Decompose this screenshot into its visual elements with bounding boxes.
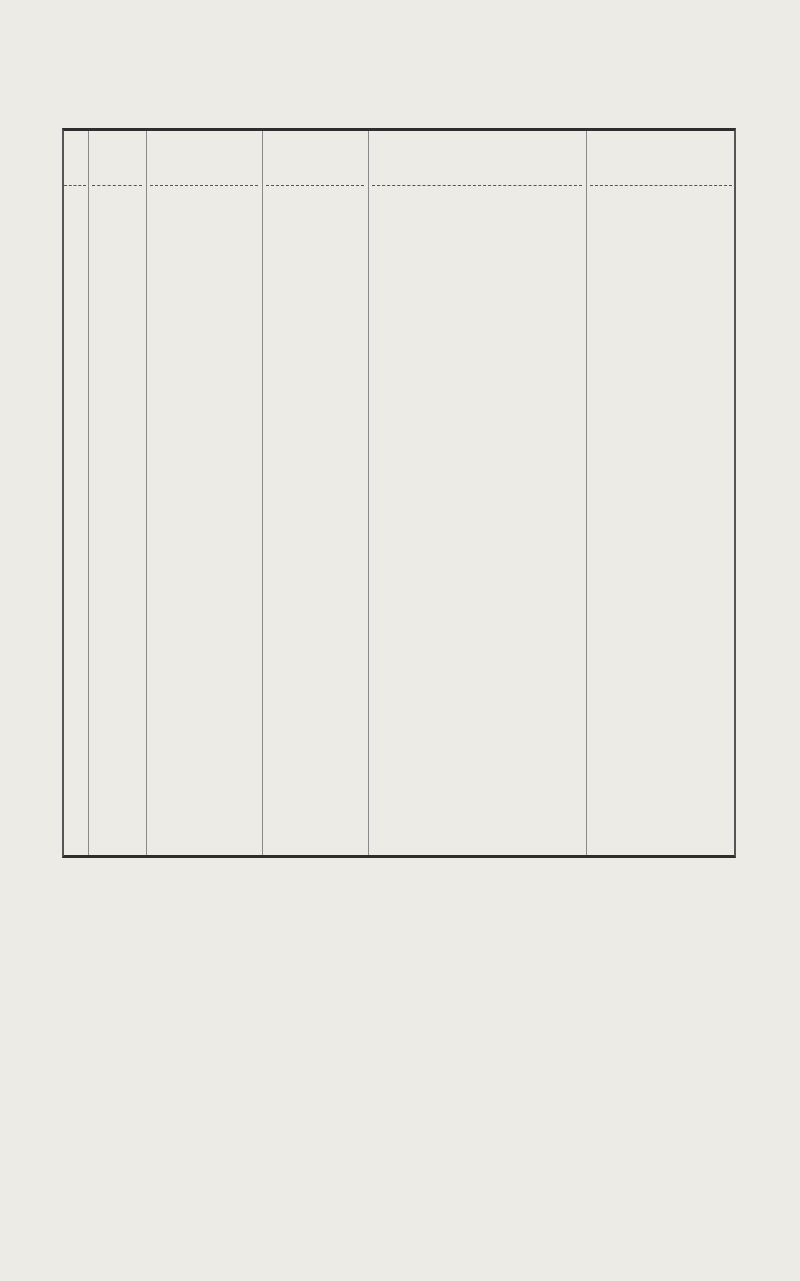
- column-divider: [146, 131, 147, 855]
- column-divider: [368, 131, 369, 855]
- header-rule: [590, 185, 732, 186]
- header-rule: [150, 185, 258, 186]
- column-divider: [262, 131, 263, 855]
- column-divider: [88, 131, 89, 855]
- disease-table: [62, 128, 736, 858]
- column-divider: [586, 131, 587, 855]
- header-rule: [266, 185, 364, 186]
- header-rule: [64, 185, 86, 186]
- header-rule: [92, 185, 142, 186]
- header-rule: [372, 185, 582, 186]
